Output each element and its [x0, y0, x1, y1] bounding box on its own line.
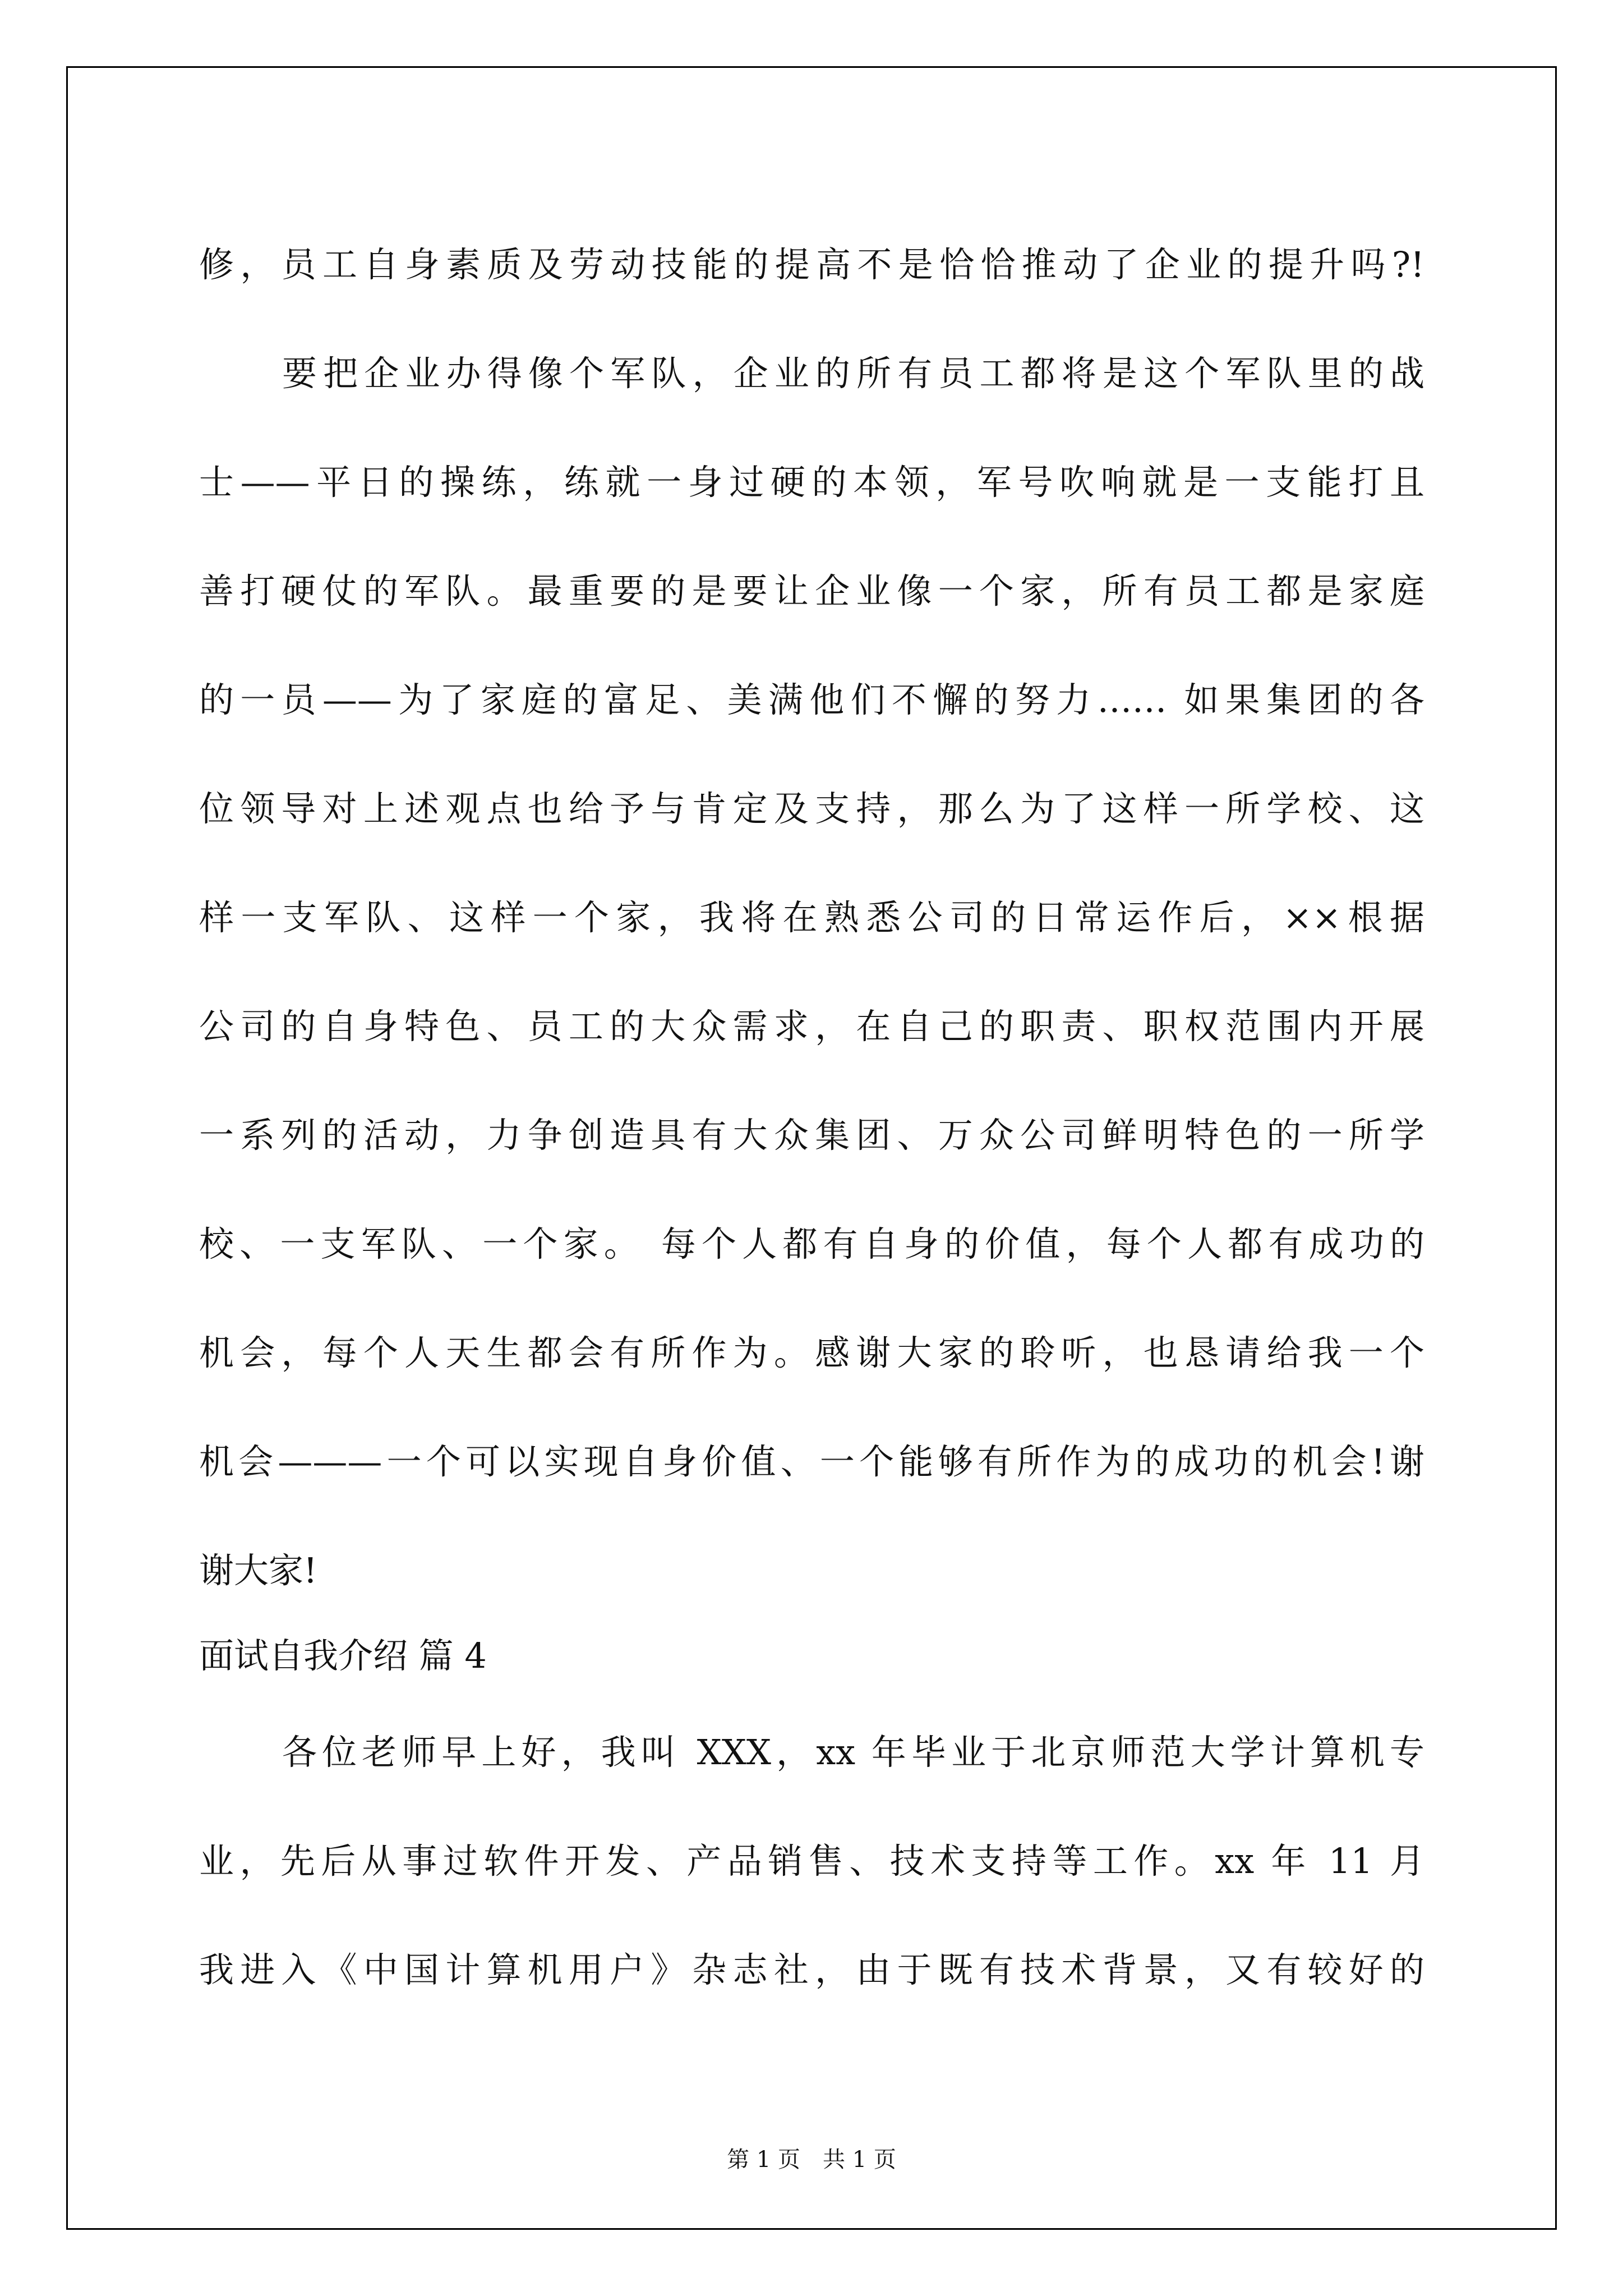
text-line: 各位老师早上好，我叫 XXX，xx 年毕业于北京师范大学计算机专 [282, 1732, 1424, 1773]
text-line: 业，先后从事过软件开发、产品销售、技术支持等工作。xx 年 11 月 [199, 1841, 1424, 1881]
text-line: 我进入《中国计算机用户》杂志社，由于既有技术背景，又有较好的 [199, 1949, 1424, 1990]
text-line: 善打硬仗的军队。最重要的是要让企业像一个家，所有员工都是家庭 [199, 570, 1424, 611]
page-footer: 第 1 页 共 1 页 [727, 2147, 896, 2173]
text-line: 一系列的活动，力争创造具有大众集团、万众公司鲜明特色的一所学 [199, 1115, 1424, 1156]
text-line: 机会，每个人天生都会有所作为。感谢大家的聆听，也恳请给我一个 [199, 1332, 1424, 1373]
text-line: 校、一支军队、一个家。 每个人都有自身的价值，每个人都有成功的 [199, 1223, 1424, 1264]
text-line: 士——平日的操练，练就一身过硬的本领，军号吹响就是一支能打且 [199, 462, 1424, 503]
text-line: 谢大家! [199, 1550, 317, 1591]
document-body [199, 210, 1424, 2024]
text-line: 样一支军队、这样一个家，我将在熟悉公司的日常运作后，××根据 [199, 897, 1424, 938]
text-line: 修，员工自身素质及劳动技能的提高不是恰恰推动了企业的提升吗?! [199, 244, 1424, 285]
text-line: 要把企业办得像个军队，企业的所有员工都将是这个军队里的战 [282, 353, 1424, 394]
text-line: 公司的自身特色、员工的大众需求，在自己的职责、职权范围内开展 [199, 1006, 1424, 1047]
section-heading: 面试自我介绍 篇 4 [199, 1635, 487, 1676]
text-line: 的一员——为了家庭的富足、美满他们不懈的努力…… 如果集团的各 [199, 679, 1424, 720]
text-line: 机会———一个可以实现自身价值、一个能够有所作为的成功的机会!谢 [199, 1441, 1424, 1482]
text-line: 位领导对上述观点也给予与肯定及支持，那么为了这样一所学校、这 [199, 788, 1424, 829]
